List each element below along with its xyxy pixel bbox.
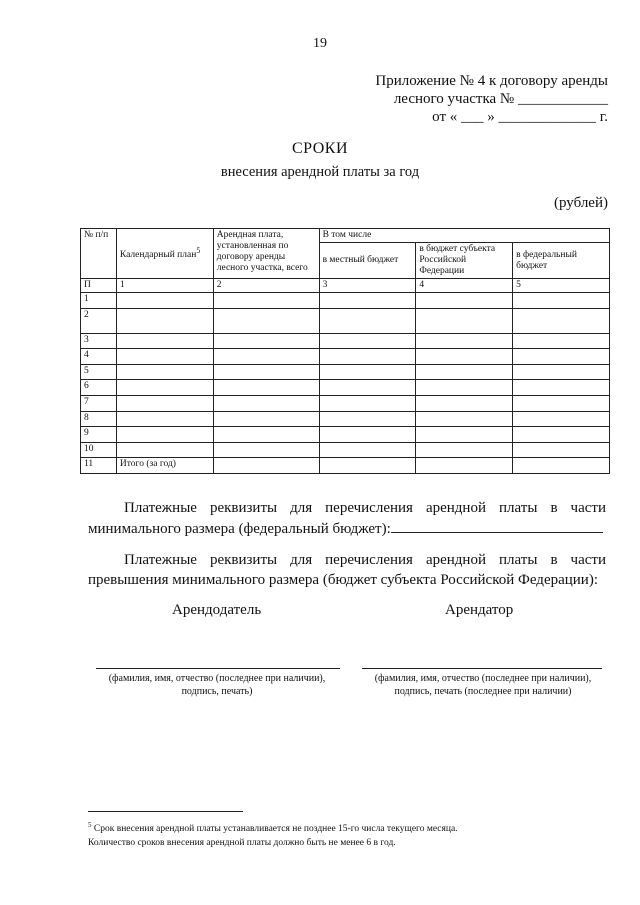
row-number: 3 [81,333,117,349]
tenant-caption-line-1: (фамилия, имя, отчество (последнее при наличии), [374,673,592,684]
table-cell [416,349,513,365]
table-cell [213,349,319,365]
table-cell [213,333,319,349]
table-cell: 5 [513,279,610,293]
table-cell [116,364,213,380]
document-subtitle: внесения арендной платы за год [220,164,420,180]
table-cell [116,442,213,458]
appendix-line-3: от « ___ » _____________ г. [432,109,608,125]
table-cell [116,395,213,411]
table-cell [213,458,319,474]
table-cell: 3 [319,279,416,293]
footnote-ref: 5 [196,246,201,256]
table-cell [213,442,319,458]
table-cell: 4 [416,279,513,293]
header-calendar-text: Календарный план [119,250,197,261]
table-cell [513,442,610,458]
units-label: (рублей) [553,195,608,211]
table-cell [213,427,319,443]
table-cell [319,308,416,333]
row-number: 11 [81,458,117,474]
table-cell [416,411,513,427]
table-row [81,411,610,427]
table-cell [416,333,513,349]
tenant-signature-caption [356,672,610,698]
row-number: 6 [81,380,117,396]
table-cell [416,458,513,474]
payment-details-regional [88,550,606,590]
table-cell [513,427,610,443]
landlord-label: Арендодатель [172,602,262,618]
footnote-mark: 5 [88,821,92,829]
appendix-line-1: Приложение № 4 к договору аренды [375,73,608,89]
row-number: 10 [81,442,117,458]
table-cell [319,442,416,458]
table-row [81,395,610,411]
document-title: СРОКИ [291,140,349,157]
table-cell [319,395,416,411]
table-cell [416,395,513,411]
table-cell [513,349,610,365]
table-cell [513,395,610,411]
table-cell [319,427,416,443]
landlord-caption-line-2: подпись, печать) [181,686,253,697]
table-cell [116,308,213,333]
table-cell [416,364,513,380]
table-cell [416,308,513,333]
header-num: № п/п [81,229,117,279]
row-number: 7 [81,395,117,411]
row-number: 5 [81,364,117,380]
table-cell [213,364,319,380]
table-row [81,364,610,380]
table-cell [416,293,513,309]
table-cell [513,293,610,309]
table-cell: П [81,279,117,293]
table-row [81,427,610,443]
tenant-caption-line-2: подпись, печать (последнее при наличии) [394,686,572,697]
page-number: 19 [313,36,327,51]
table-row [81,380,610,396]
footnote-divider [88,811,243,812]
table-total-row [81,458,610,474]
header-federal-budget: в федеральный бюджет [513,243,610,279]
tenant-signature-line [362,668,602,669]
row-number: 4 [81,349,117,365]
table-cell [319,380,416,396]
table-cell [116,333,213,349]
table-index-row [81,279,610,293]
payment-details-federal [88,498,606,539]
table-row [81,308,610,333]
header-regional-budget: в бюджет субъекта Российской Федерации [416,243,513,279]
landlord-signature-caption [88,672,346,698]
table-cell [513,364,610,380]
footnote-line-1 [88,818,608,836]
table-cell [319,458,416,474]
table-cell [116,349,213,365]
table-cell [213,395,319,411]
payment-details-federal-text [88,498,606,539]
table-cell [213,411,319,427]
payment-details-federal-blank [391,518,603,533]
table-cell [116,427,213,443]
table-row [81,349,610,365]
payment-details-federal-label: Платежные реквизиты для перечисления арендной платы в части минимального размера (федеральный бюджет): [88,500,606,537]
table-cell: 1 [116,279,213,293]
header-rent-total: Арендная плата, установленная по договору аренды лесного участка, всего [213,229,319,279]
table-cell [319,333,416,349]
table-cell [116,411,213,427]
table-cell [213,293,319,309]
row-number: 9 [81,427,117,443]
table-cell [416,427,513,443]
footnote [88,818,608,850]
landlord-signature-line [96,668,340,669]
table-cell [416,442,513,458]
payment-schedule-table [80,228,610,474]
table-cell [319,411,416,427]
table-cell [116,380,213,396]
table-header-row [81,229,610,243]
row-number: 1 [81,293,117,309]
table-cell [513,308,610,333]
appendix-line-2: лесного участка № ____________ [393,91,608,107]
table-cell [513,380,610,396]
table-cell [513,411,610,427]
row-number: 2 [81,308,117,333]
footnote-text-1: Срок внесения арендной платы устанавливается не позднее 15-го числа текущего месяца. [93,824,458,835]
table-cell [213,380,319,396]
payment-details-regional-text: Платежные реквизиты для перечисления арендной платы в части превышения минимального размера (бюджет субъекта Российской Федерации): [88,552,606,588]
header-including: В том числе [319,229,609,243]
table-cell [513,333,610,349]
table-cell: 2 [213,279,319,293]
table-cell [319,349,416,365]
table-cell [319,293,416,309]
table-cell [213,308,319,333]
footnote-line-2: Количество сроков внесения арендной платы должно быть не менее 6 в год. [88,838,396,849]
header-local-budget: в местный бюджет [319,243,416,279]
table-row [81,293,610,309]
appendix-header [375,72,608,126]
header-calendar [116,229,213,279]
table-cell [116,293,213,309]
row-number: 8 [81,411,117,427]
landlord-caption-line-1: (фамилия, имя, отчество (последнее при наличии), [108,673,326,684]
table-cell [319,364,416,380]
table-row [81,333,610,349]
table-cell [513,458,610,474]
tenant-label: Арендатор [445,602,514,618]
table-row [81,442,610,458]
total-label: Итого (за год) [116,458,213,474]
table-cell [416,380,513,396]
